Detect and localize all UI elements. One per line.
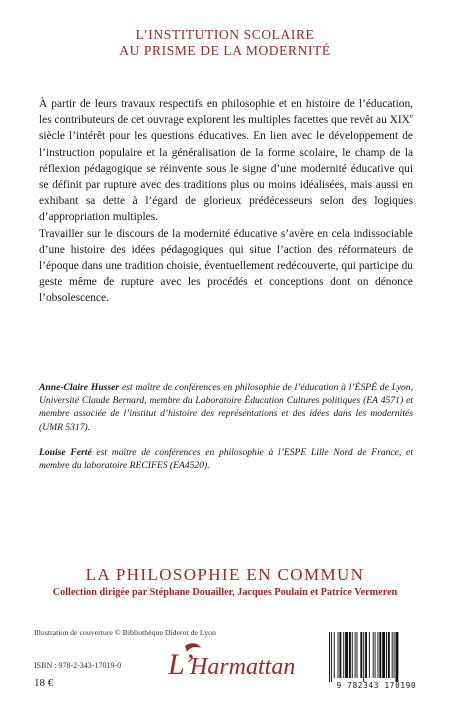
barcode-bar <box>329 632 330 682</box>
barcode-bar <box>382 632 385 678</box>
summary-p1-start: À partir de leurs travaux respectifs en philosophie et en histoire de l’éducation, les contributeurs de cet ouvrage explorent les multiples facettes que revêt au XIX <box>39 98 413 127</box>
barcode-bar <box>360 632 362 678</box>
barcode-bar <box>379 632 381 678</box>
barcode-bar <box>338 632 339 678</box>
barcode-bar <box>386 632 387 678</box>
barcode-bars <box>325 632 428 682</box>
summary-paragraph-2: Travailler sur le discours de la modernité éducative s’avère en cela indissociable d’une histoire des idées pédagogiques qui situe l’action des réformateurs de l’époque dans une tradition choisie, éventuellement redécouverte, qui participe du geste même de rupture avec les procédés et conceptions dont on dénonce l’obsolescence. <box>39 227 413 305</box>
barcode-bar <box>392 632 393 678</box>
barcode-bar <box>334 632 335 678</box>
barcode-number: 9 782343 170190 <box>336 681 417 690</box>
barcode-bar <box>388 632 390 678</box>
barcode-bar <box>349 632 351 678</box>
century-superscript: e <box>409 112 413 121</box>
barcode-bar <box>331 632 332 682</box>
barcode-bar <box>373 632 374 678</box>
series-name: LA PHILOSOPHIE EN COMMUN <box>85 565 365 584</box>
barcode-bar <box>375 632 376 678</box>
cover-illustration-credit: Illustration de couverture © Bibliothèque Diderot de Lyon <box>34 628 216 637</box>
author-bio-2 <box>39 446 413 472</box>
author-name-2: Louise Ferté <box>39 447 92 458</box>
summary-paragraph-1 <box>39 96 413 226</box>
barcode-bar <box>377 632 378 678</box>
barcode-bar <box>343 632 344 678</box>
summary-p1-end: siècle l’intérêt pour les questions éducatives. En lien avec le développement de l’instruction populaire et la généralisation de la forme scolaire, le champ de la réflexion pédagogique se réinvente sous le signe d’une modernité éducative qui se définit par rupture avec des traditions plus ou moins idéalisées, mais aussi en exhibant sa dette à l’égard de glorieux prédécesseurs selon des logiques d’appropriation multiples. <box>39 130 413 224</box>
author-bio-text-2: est maître de conférences en philosophie à l’ESPE Lille Nord de France, et membre du laboratoire RECIFES (EA4520). <box>39 447 413 472</box>
publisher-logo-initial: L’ <box>168 648 194 681</box>
barcode-bar <box>345 632 348 678</box>
book-title-line-2: AU PRISME DE LA MODERNITÉ <box>119 43 331 58</box>
barcode-bar <box>365 632 367 678</box>
price: 18 € <box>34 677 54 689</box>
barcode-bar <box>339 632 341 678</box>
summary-text <box>39 96 413 307</box>
author-bio-1 <box>39 381 413 434</box>
barcode-bar <box>396 632 399 682</box>
barcode-bar <box>355 632 356 678</box>
barcode-bar <box>369 632 370 678</box>
publisher-logo-name: Harmattan <box>190 654 296 680</box>
author-bio-text-1: est maître de conférences en philosophie de l’éducation à l’ÉSPÉ de Lyon, Université Claude Bernard, membre du Laboratoire Éducation Cultures politiques (EA 4571) et membre associée de l’institut d’histoire des représentations et des idées dans les modernités (UMR 5317). <box>39 382 413 433</box>
author-name-1: Anne-Claire Husser <box>39 382 120 393</box>
barcode-bar <box>394 632 395 678</box>
barcode-bar <box>352 632 353 678</box>
barcode-bar <box>363 632 364 682</box>
isbn: ISBN : 978-2-343-17019-0 <box>34 661 122 670</box>
barcode-bar <box>357 632 358 678</box>
book-title-line-1: L’INSTITUTION SCOLAIRE <box>135 27 315 42</box>
publisher-logo <box>168 640 308 684</box>
series-directors: Collection dirigée par Stéphane Douailler, Jacques Poulain et Patrice Vermeren <box>52 587 398 598</box>
